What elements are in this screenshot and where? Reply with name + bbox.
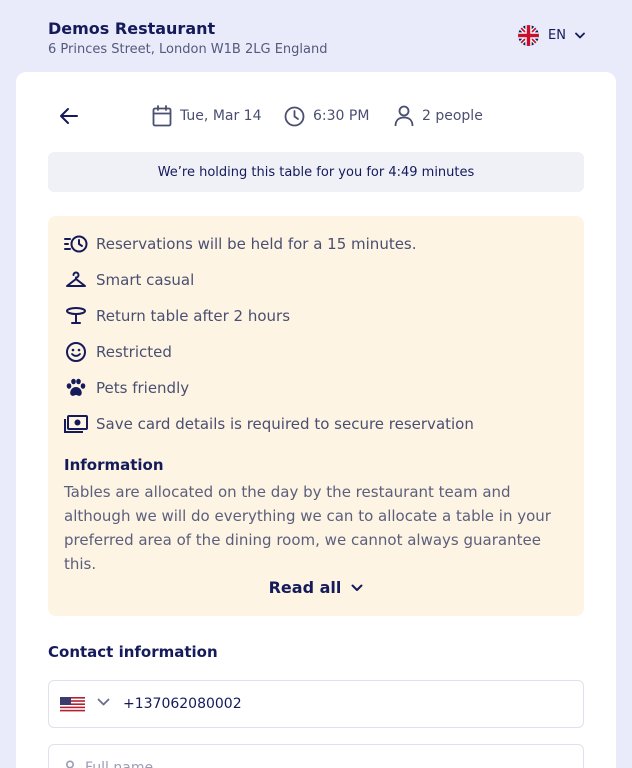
summary-party-text: 2 people bbox=[422, 108, 483, 124]
policy-text: Pets friendly bbox=[96, 379, 190, 397]
policy-text: Return table after 2 hours bbox=[96, 307, 291, 325]
smiley-icon bbox=[64, 341, 88, 363]
restaurant-address: 6 Princes Street, London W1B 2LG England bbox=[48, 42, 328, 57]
person-icon bbox=[394, 105, 414, 127]
chevron-down-icon bbox=[575, 32, 585, 39]
contact-heading: Contact information bbox=[48, 643, 218, 661]
full-name-input[interactable] bbox=[85, 755, 565, 768]
summary-time bbox=[284, 104, 369, 128]
phone-field bbox=[48, 680, 584, 728]
language-selector[interactable] bbox=[518, 25, 585, 46]
summary-time-text: 6:30 PM bbox=[313, 108, 370, 124]
policy-text: Smart casual bbox=[96, 271, 195, 289]
calendar-icon bbox=[152, 105, 172, 127]
hanger-icon bbox=[64, 269, 88, 291]
clock-icon bbox=[284, 106, 305, 127]
us-flag-icon[interactable] bbox=[60, 697, 85, 713]
policy-item bbox=[64, 341, 172, 363]
policy-text: Save card details is required to secure reservation bbox=[96, 415, 474, 433]
information-heading: Information bbox=[64, 456, 164, 474]
read-all-label: Read all bbox=[268, 578, 342, 597]
restaurant-header bbox=[48, 18, 327, 59]
language-code: EN bbox=[548, 28, 566, 43]
policy-text: Restricted bbox=[96, 343, 172, 361]
hold-notice: We’re holding this table for you for 4:49 minutes bbox=[48, 152, 584, 192]
full-name-field bbox=[48, 744, 584, 768]
chevron-down-icon[interactable] bbox=[97, 698, 110, 707]
money-icon bbox=[64, 413, 88, 435]
uk-flag-icon bbox=[518, 25, 539, 46]
reservation-summary bbox=[0, 104, 632, 128]
policy-item bbox=[64, 305, 290, 327]
person-icon bbox=[63, 760, 77, 768]
policy-text: Reservations will be held for a 15 minutes. bbox=[96, 235, 417, 253]
information-text: Tables are allocated on the day by the restaurant team and although we will do everything we can to allocate a table in your preferred area of the dining room, we cannot always guarantee this. bbox=[64, 483, 551, 573]
policy-item bbox=[64, 269, 194, 291]
phone-input[interactable] bbox=[123, 691, 563, 717]
policy-item bbox=[64, 413, 474, 435]
policy-item bbox=[64, 377, 189, 399]
read-all-button[interactable] bbox=[48, 578, 584, 597]
policies-panel bbox=[48, 216, 584, 616]
chevron-down-icon bbox=[351, 584, 363, 592]
restaurant-name: Demos Restaurant bbox=[48, 19, 216, 38]
summary-date bbox=[152, 104, 262, 128]
summary-party bbox=[394, 104, 483, 128]
summary-date-text: Tue, Mar 14 bbox=[180, 108, 262, 124]
paw-icon bbox=[64, 377, 88, 399]
hold-time-icon bbox=[64, 233, 88, 255]
table-icon bbox=[64, 305, 88, 327]
policy-item bbox=[64, 233, 417, 255]
